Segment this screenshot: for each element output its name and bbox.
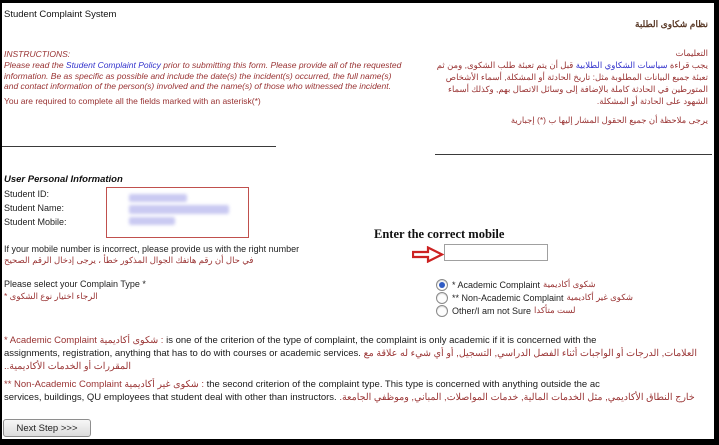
radio-label: * Academic Complaint (452, 279, 541, 290)
red-arrow-icon (412, 246, 444, 265)
redacted-student-mobile (129, 217, 175, 225)
definition-line (4, 378, 714, 391)
definition-line (4, 347, 714, 360)
academic-term: * Academic Complaint (4, 335, 100, 346)
instructions-arabic (424, 47, 708, 107)
student-mobile-label: Student Mobile: (4, 217, 67, 227)
enter-correct-mobile-label: Enter the correct mobile (374, 227, 505, 241)
instructions-paragraph (4, 60, 404, 92)
non-academic-definition-text: the second criterion of the complaint type. This type is concerned with anything outside the ac (206, 379, 600, 390)
academic-definition-arabic2: المقررات أو الخدمات الأكاديمية.. (4, 361, 132, 372)
page-body (2, 3, 714, 439)
academic-definition-arabic: العلامات, الدرجات أو الواجبات أثناء الفصل الدراسي, التسجيل, أو أي شيء له علاقة مع (363, 348, 697, 359)
non-academic-definition-text2: services, buildings, QU employees that student deal with other than instructors. (4, 392, 340, 403)
instructions-heading-arabic: التعليمات (675, 48, 708, 58)
non-academic-term: ** Non-Academic Complaint (4, 379, 125, 390)
instructions-heading: INSTRUCTIONS: (4, 49, 71, 59)
student-info-redacted-box (106, 187, 249, 238)
definition-line (4, 334, 714, 347)
radio-label-arabic: شكوى غير أكاديمية (566, 292, 634, 302)
complaint-type-radio-group (436, 278, 633, 317)
non-academic-definition-arabic: خارج النطاق الأكاديمي, مثل الخدمات المالية, خدمات المواصلات, المباني, وموظفي الجامعة. (339, 392, 695, 403)
redacted-student-name (129, 205, 229, 214)
personal-info-heading: User Personal Information (4, 174, 123, 185)
academic-term-arabic: شكوى أكاديمية (99, 335, 159, 346)
separator: : (158, 335, 167, 346)
radio-option-other[interactable] (436, 304, 633, 317)
mobile-incorrect-note: If your mobile number is incorrect, please provide us with the right number (4, 244, 300, 254)
academic-complaint-definition (4, 334, 714, 373)
radio-label: ** Non-Academic Complaint (452, 292, 564, 303)
separator: : (198, 379, 207, 390)
student-name-label: Student Name: (4, 203, 65, 213)
radio-label-arabic: لست متأكدا (534, 305, 576, 315)
instructions-arabic-after: قبل أن يتم تعبئة طلب الشكوى, ومن ثم تعبئة جميع البيانات المطلوبة مثل: تاريخ الحادثة أو المشكلة, أسماء الأشخاص المتورطين في الحادثة كاملة بالإضافة إلى وسائل الاتصال بهم, وكذلك أسماء الشهود على الحادثة أو المشكلة. (436, 60, 708, 106)
mobile-incorrect-note-arabic: في حال أن رقم هاتفك الجوال المذكور خطأ ، يرجى إدخال الرقم الصحيح (4, 255, 254, 265)
student-id-label: Student ID: (4, 189, 50, 199)
page-title-arabic: نظام شكاوى الطلبة (635, 19, 708, 29)
radio-option-non-academic[interactable] (436, 291, 633, 304)
instructions-text-before: Please read the (4, 60, 66, 70)
radio-option-academic[interactable] (436, 278, 633, 291)
instructions-arabic-before: يجب قراءة (667, 60, 708, 70)
divider-left (2, 146, 276, 147)
complaint-type-label: Please select your Complain Type * (4, 279, 146, 289)
radio-button-icon[interactable] (436, 305, 448, 317)
complaint-type-label-arabic: الرجاء اختيار نوع الشكوى * (4, 291, 98, 301)
instructions-paragraph-arabic (424, 59, 708, 107)
page-title: Student Complaint System (4, 9, 117, 20)
radio-label-arabic: شكوى أكاديمية (543, 279, 596, 289)
required-fields-note-arabic: يرجى ملاحظة أن جميع الحقول المشار إليها ب (*) إجبارية (510, 115, 708, 125)
non-academic-term-arabic: شكوى غير أكاديمية (124, 379, 199, 390)
definition-line (4, 391, 714, 404)
complaint-policy-link-arabic[interactable]: سياسات الشكاوي الطلابية (575, 60, 668, 70)
instructions-text-after: prior to submitting this form. Please provide all of the requested information. Be as specific as possible and include the date(s) the incident(s) occurred, the full name(s) and contact information of the person(s) involved and the name(s) of those who witnessed the incident. (4, 60, 402, 91)
non-academic-complaint-definition (4, 378, 714, 404)
radio-button-icon[interactable] (436, 279, 448, 291)
academic-definition-text: is one of the criterion of the type of complaint, the complaint is only academic if it is concerned with the (166, 335, 597, 346)
redacted-student-id (129, 194, 187, 202)
radio-label: Other/I am not Sure (452, 305, 532, 316)
complaint-policy-link[interactable]: Student Complaint Policy (65, 60, 161, 70)
required-fields-note: You are required to complete all the fields marked with an asterisk(*) (4, 95, 261, 106)
correct-mobile-input[interactable] (444, 244, 548, 261)
divider-right (435, 154, 712, 155)
definition-line (4, 360, 714, 373)
instructions-english (4, 49, 412, 107)
radio-button-icon[interactable] (436, 292, 448, 304)
academic-definition-text2: assignments, registration, anything that has to do with courses or academic services. (4, 348, 364, 359)
next-step-button[interactable]: Next Step >>> (3, 419, 91, 437)
